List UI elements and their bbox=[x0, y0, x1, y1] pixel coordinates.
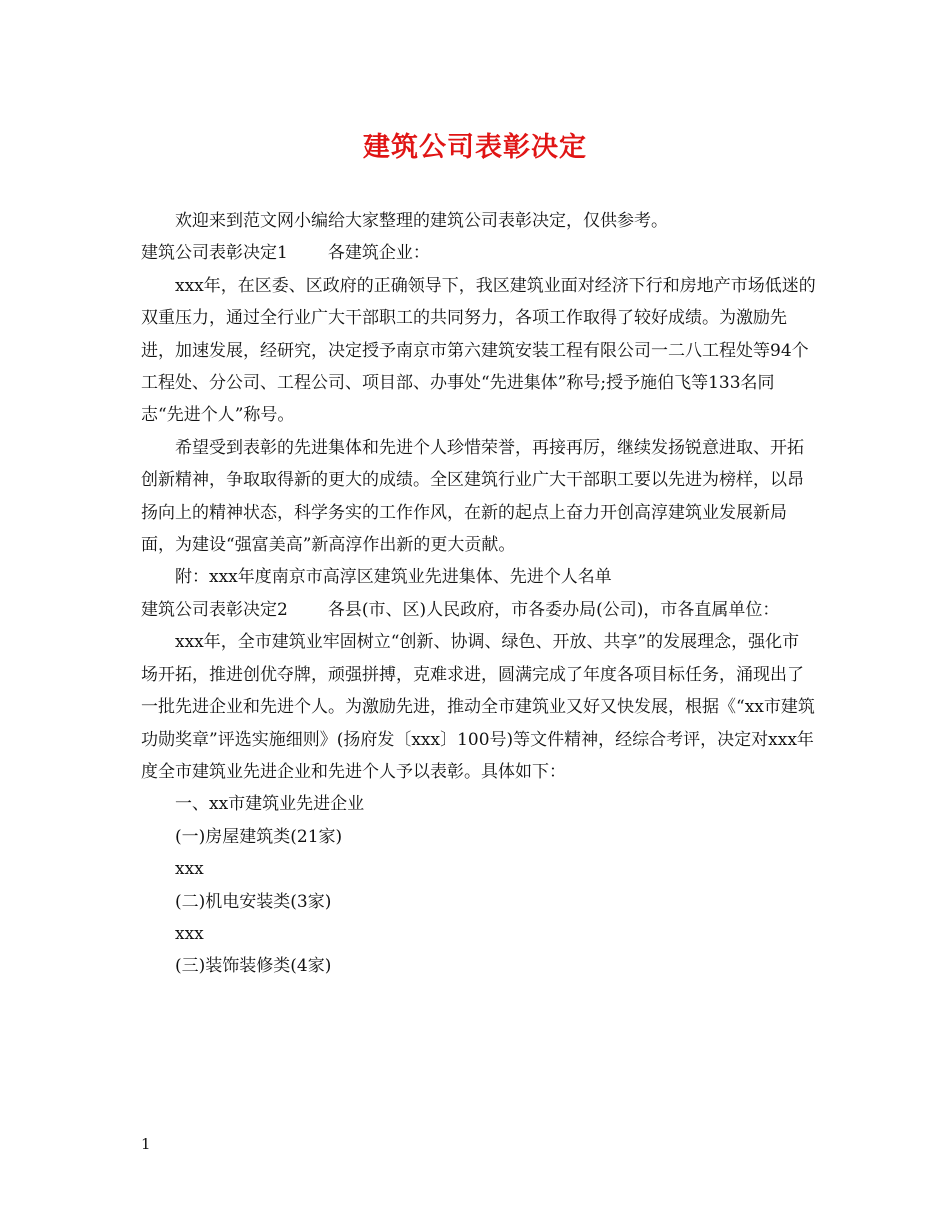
section2-addressee: 各县(市、区)人民政府，市各委办局(公司)，市各直属单位： bbox=[327, 599, 780, 620]
page-number: 1 bbox=[141, 1135, 151, 1153]
section2-heading: 建筑公司表彰决定2 bbox=[141, 599, 288, 620]
list-item: (三)装饰装修类(4家) bbox=[175, 956, 332, 977]
section1-attachment: 附：xxx年度南京市高淳区建筑业先进集体、先进个人名单 bbox=[175, 567, 612, 588]
section2-header-line bbox=[141, 594, 816, 626]
section1-paragraph-1: xxx年，在区委、区政府的正确领导下，我区建筑业面对经济下行和房地产市场低迷的双重压力，通过全行业广大干部职工的共同努力，各项工作取得了较好成绩。为激励先进，加速发展，经研究，决定授予南京市第六建筑安装工程有限公司一二八工程处等94个工程处、分公司、工程公司、项目部、办事处“先进集体”称号;授予施伯飞等133名同志“先进个人”称号。 bbox=[141, 275, 816, 426]
section1-heading: 建筑公司表彰决定1 bbox=[141, 243, 288, 264]
document-title: 建筑公司表彰决定 bbox=[363, 132, 587, 163]
list-item: xxx bbox=[175, 859, 204, 880]
list-item: (二)机电安装类(3家) bbox=[175, 891, 332, 912]
list-item: 一、xx市建筑业先进企业 bbox=[175, 794, 365, 815]
section1-addressee: 各建筑企业： bbox=[327, 243, 430, 264]
document-body bbox=[141, 205, 816, 983]
list-item: (一)房屋建筑类(21家) bbox=[175, 826, 343, 847]
section2-paragraph-1: xxx年，全市建筑业牢固树立“创新、协调、绿色、开放、共享”的发展理念，强化市场开拓，推进创优夺牌，顽强拼搏，克难求进，圆满完成了年度各项目标任务，涌现出了一批先进企业和先进个人。为激励先进，推动全市建筑业又好又快发展，根据《“xx市建筑功勋奖章”评选实施细则》(扬府发〔xxx〕100号)等文件精神，经综合考评，决定对xxx年度全市建筑业先进企业和先进个人予以表彰。具体如下： bbox=[141, 632, 815, 782]
intro-paragraph: 欢迎来到范文网小编给大家整理的建筑公司表彰决定，仅供参考。 bbox=[175, 211, 668, 231]
section1-header-line bbox=[141, 237, 816, 269]
section1-paragraph-2: 希望受到表彰的先进集体和先进个人珍惜荣誉，再接再厉，继续发扬锐意进取、开拓创新精神，争取取得新的更大的成绩。全区建筑行业广大干部职工要以先进为榜样，以昂扬向上的精神状态，科学务实的工作作风，在新的起点上奋力开创高淳建筑业发展新局面，为建设“强富美高”新高淳作出新的更大贡献。 bbox=[141, 437, 804, 556]
list-item: xxx bbox=[175, 923, 204, 944]
